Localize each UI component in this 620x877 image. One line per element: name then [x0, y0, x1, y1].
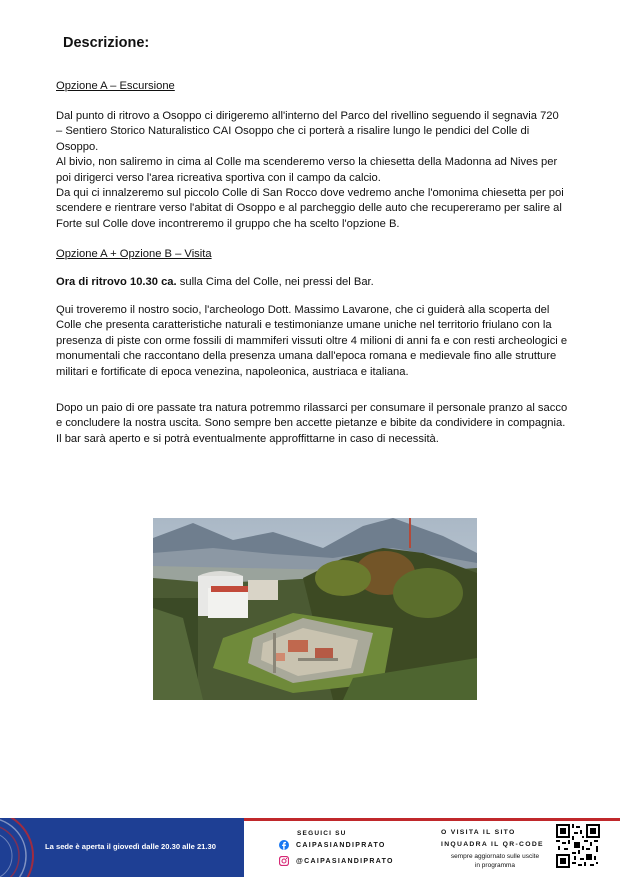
- meeting-info: [56, 275, 568, 290]
- footer-red-line: [244, 818, 620, 821]
- qr-code[interactable]: [556, 824, 600, 868]
- updates-line-2: in programma: [474, 862, 516, 869]
- follow-label: SEGUICI SU: [297, 830, 347, 837]
- updates-text: [444, 852, 546, 870]
- option-b-title: Opzione A + Opzione B – Visita: [56, 248, 212, 260]
- option-a-title: Opzione A – Escursione: [56, 80, 175, 92]
- closing-line-2: Il bar sarà aperto e si potrà eventualmente approffittarne in caso di necessità.: [56, 432, 439, 445]
- instagram-link[interactable]: [279, 856, 394, 866]
- section-heading: Descrizione:: [63, 35, 150, 51]
- facebook-icon: [279, 840, 289, 850]
- option-a-line-2: Al bivio, non saliremo in cima al Colle ma scenderemo verso la chiesetta della Madonna ad Nives per poi dirigerci verso l'area ricreativa sportiva con il campo da calcio.: [56, 156, 558, 184]
- footer-hours-text: La sede è aperta il giovedì dalle 20.30 alle 21.30: [45, 842, 216, 851]
- footer-hours-panel: [0, 818, 244, 877]
- visit-paragraph: Qui troveremo il nostro socio, l'archeologo Dott. Massimo Lavarone, che ci guiderà alla scoperta del Colle che presenta caratteristiche naturali e testimonianze umane uniche nel territorio friulano con la presenza di piste con orme fossili di mammiferi vissuti oltre 4 milioni di anni fa e con resti archeologici e monumentali che raccontano della presenza umana dall'epoca romana e medievale fino alle strutture militari e fortificate di epoca venezina, napoleonica, austriaca e italiana.: [56, 304, 568, 378]
- visit-line-2: INQUADRA IL QR-CODE: [441, 841, 544, 848]
- visit-site-text: [441, 827, 544, 851]
- meeting-time: Ora di ritrovo 10.30 ca.: [56, 276, 177, 288]
- meeting-place: sulla Cima del Colle, nei pressi del Bar.: [176, 276, 374, 288]
- facebook-handle: CAIPASIANDIPRATO: [296, 841, 386, 849]
- closing-line-1: Dopo un paio di ore passate tra natura potremmo rilassarci per consumare il personale pranzo al sacco e concludere la nostra uscita. Sono sempre ben accette pietanze e bibite da condividere in compagnia.: [56, 402, 568, 430]
- facebook-link[interactable]: [279, 840, 386, 850]
- instagram-icon: [279, 856, 289, 866]
- instagram-handle: @CAIPASIANDIPRATO: [296, 857, 394, 865]
- option-a-line-3: Da qui ci innalzeremo sul piccolo Colle di San Rocco dove vedremo anche l'omonima chiesetta per poi scendere e rientrare verso l'abitat di Osoppo e al parcheggio delle auto che recupereramo per salire al Forte sul Colle dove incontreremo il gruppo che ha scelto l'opzione B.: [56, 187, 564, 230]
- updates-line-1: sempre aggiornato sulle uscite: [450, 853, 540, 860]
- footer: [0, 818, 620, 877]
- option-a-line-1: Dal punto di ritrovo a Osoppo ci dirigeremo all'interno del Parco del rivellino seguendo il segnavia 720 – Sentiero Storico Naturalistico CAI Osoppo che ci porterà a risalire lungo le pendici del Colle di Osoppo.: [56, 110, 559, 153]
- option-a-paragraph: [56, 109, 568, 232]
- visit-line-1: O VISITA IL SITO: [441, 829, 516, 836]
- aerial-photo: [153, 518, 477, 700]
- closing-paragraph: [56, 401, 568, 447]
